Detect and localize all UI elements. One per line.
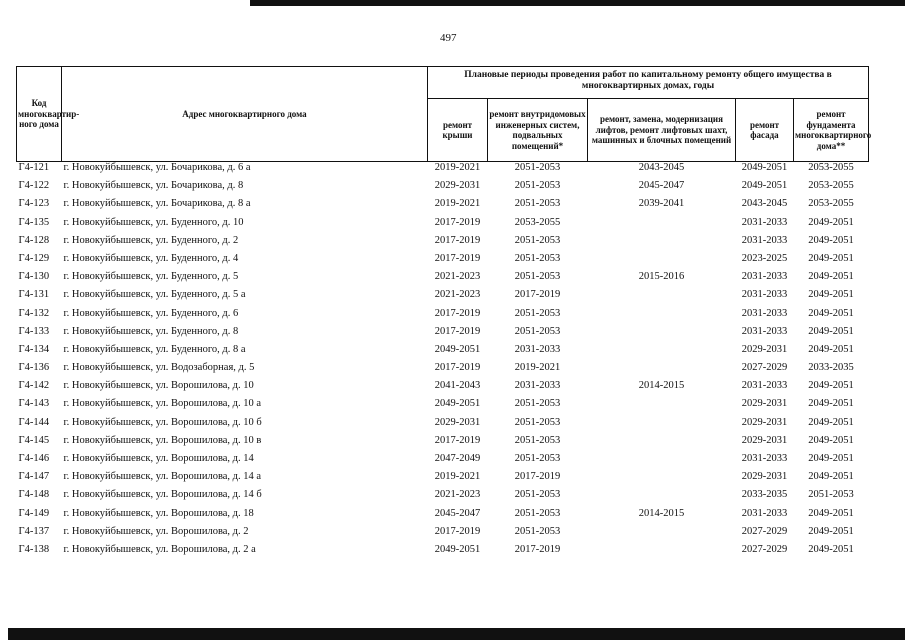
cell-code: Г4-122 [18, 180, 50, 192]
cell-roof: 2017-2019 [434, 307, 481, 319]
cell-address: г. Новокуйбышевск, ул. Ворошилова, д. 14 б [63, 489, 262, 501]
cell-foundation: 2049-2051 [808, 398, 854, 410]
cell-systems: 2031-2033 [514, 380, 561, 392]
cell-roof: 2045-2047 [434, 507, 481, 519]
cell-address: г. Новокуйбышевск, ул. Буденного, д. 5 а [63, 289, 246, 301]
cell-address: г. Новокуйбышевск, ул. Ворошилова, д. 14 а [63, 471, 262, 483]
cell-address: г. Новокуйбышевск, ул. Ворошилова, д. 2 а [63, 543, 256, 555]
cell-code: Г4-146 [18, 453, 50, 464]
cell-lifts [588, 362, 736, 380]
cell-foundation: 2033-2035 [808, 362, 854, 374]
table-row [17, 180, 869, 198]
cell-systems: 2051-2053 [514, 234, 561, 246]
cell-roof: 2019-2021 [434, 471, 481, 483]
cell-code: Г4-148 [18, 489, 50, 501]
table-row [17, 344, 869, 362]
cell-roof: 2019-2021 [434, 162, 481, 173]
cell-roof: 2017-2019 [434, 216, 481, 228]
cell-facade: 2029-2031 [741, 343, 788, 355]
cell-foundation: 2049-2051 [808, 507, 854, 519]
cell-systems: 2051-2053 [514, 507, 561, 519]
cell-code: Г4-123 [18, 198, 50, 210]
cell-roof: 2017-2019 [434, 525, 481, 537]
table-row [17, 253, 869, 271]
cell-code: Г4-138 [18, 543, 50, 555]
cell-address: г. Новокуйбышевск, ул. Ворошилова, д. 10 а [63, 398, 262, 410]
cell-address: г. Новокуйбышевск, ул. Бочарикова, д. 6 а [63, 162, 251, 173]
cell-systems: 2017-2019 [514, 543, 561, 555]
cell-roof: 2021-2023 [434, 271, 481, 283]
table-row [17, 417, 869, 435]
cell-address: г. Новокуйбышевск, ул. Ворошилова, д. 18 [63, 507, 254, 519]
cell-address: г. Новокуйбышевск, ул. Буденного, д. 8 [63, 325, 239, 337]
cell-facade: 2031-2033 [741, 234, 788, 246]
cell-code: Г4-137 [18, 525, 50, 537]
cell-foundation: 2049-2051 [808, 307, 854, 319]
cell-lifts [588, 398, 736, 416]
cell-code: Г4-142 [18, 380, 50, 392]
cell-code: Г4-128 [18, 234, 50, 246]
cell-roof: 2017-2019 [434, 434, 481, 446]
cell-lifts: 2043-2045 [638, 162, 685, 173]
cell-code: Г4-136 [18, 362, 50, 374]
cell-systems: 2051-2053 [514, 434, 561, 446]
cell-roof: 2047-2049 [434, 453, 481, 464]
cell-foundation: 2049-2051 [808, 234, 854, 246]
cell-lifts [588, 217, 736, 235]
cell-address: г. Новокуйбышевск, ул. Ворошилова, д. 2 [63, 525, 249, 537]
cell-address: г. Новокуйбышевск, ул. Ворошилова, д. 10 [63, 380, 254, 392]
cell-lifts [588, 453, 736, 471]
cell-lifts [588, 235, 736, 253]
cell-systems: 2051-2053 [514, 307, 561, 319]
cell-address: г. Новокуйбышевск, ул. Буденного, д. 2 [63, 234, 239, 246]
table-row [17, 508, 869, 526]
cell-foundation: 2049-2051 [808, 543, 854, 555]
cell-lifts [588, 544, 736, 562]
cell-roof: 2019-2021 [434, 198, 481, 210]
cell-foundation: 2053-2055 [808, 162, 854, 173]
cell-systems: 2051-2053 [514, 489, 561, 501]
cell-lifts [588, 471, 736, 489]
cell-roof: 2029-2031 [434, 416, 481, 428]
table-row [17, 489, 869, 507]
cell-roof: 2021-2023 [434, 289, 481, 301]
cell-facade: 2023-2025 [741, 252, 788, 264]
cell-address: г. Новокуйбышевск, ул. Буденного, д. 6 [63, 307, 239, 319]
cell-address: г. Новокуйбышевск, ул. Бочарикова, д. 8 а [63, 198, 251, 210]
cell-code: Г4-144 [18, 416, 50, 428]
cell-lifts: 2014-2015 [638, 507, 685, 519]
cell-foundation: 2053-2055 [808, 198, 854, 210]
table-row [17, 217, 869, 235]
cell-address: г. Новокуйбышевск, ул. Ворошилова, д. 10 в [63, 434, 262, 446]
cell-foundation: 2049-2051 [808, 434, 854, 446]
cell-lifts [588, 326, 736, 344]
table-row [17, 235, 869, 253]
cell-facade: 2049-2051 [741, 162, 788, 173]
cell-facade: 2031-2033 [741, 380, 788, 392]
cell-facade: 2031-2033 [741, 325, 788, 337]
cell-code: Г4-132 [18, 307, 50, 319]
cell-lifts: 2045-2047 [638, 180, 685, 192]
cell-facade: 2033-2035 [741, 489, 788, 501]
cell-foundation: 2049-2051 [808, 325, 854, 337]
cell-foundation: 2053-2055 [808, 180, 854, 192]
cell-roof: 2017-2019 [434, 252, 481, 264]
cell-foundation: 2049-2051 [808, 289, 854, 301]
cell-facade: 2027-2029 [741, 525, 788, 537]
header-roof: ремонт крыши [428, 99, 488, 162]
cell-systems: 2051-2053 [514, 453, 561, 464]
cell-foundation: 2049-2051 [808, 380, 854, 392]
cell-foundation: 2049-2051 [808, 525, 854, 537]
cell-address: г. Новокуйбышевск, ул. Ворошилова, д. 14 [63, 453, 254, 464]
table-row [17, 471, 869, 489]
cell-roof: 2017-2019 [434, 234, 481, 246]
cell-systems: 2051-2053 [514, 271, 561, 283]
table-row [17, 198, 869, 216]
cell-code: Г4-149 [18, 507, 50, 519]
cell-facade: 2043-2045 [741, 198, 788, 210]
table-row [17, 308, 869, 326]
cell-facade: 2031-2033 [741, 507, 788, 519]
cell-code: Г4-133 [18, 325, 50, 337]
cell-facade: 2029-2031 [741, 398, 788, 410]
header-lifts: ремонт, замена, модернизация лифтов, ремонт лифтовых шахт, машинных и блочных помещений [588, 99, 736, 162]
table-row [17, 435, 869, 453]
table-body [17, 162, 869, 563]
cell-facade: 2049-2051 [741, 180, 788, 192]
cell-lifts [588, 253, 736, 271]
cell-foundation: 2049-2051 [808, 416, 854, 428]
table-row [17, 544, 869, 562]
table-row [17, 380, 869, 398]
cell-roof: 2049-2051 [434, 343, 481, 355]
cell-roof: 2017-2019 [434, 325, 481, 337]
cell-systems: 2051-2053 [514, 162, 561, 173]
table-row [17, 162, 869, 181]
cell-foundation: 2049-2051 [808, 471, 854, 483]
cell-lifts [588, 344, 736, 362]
cell-systems: 2051-2053 [514, 416, 561, 428]
table-row [17, 398, 869, 416]
cell-roof: 2049-2051 [434, 398, 481, 410]
page-number: 497 [440, 32, 457, 44]
cell-address: г. Новокуйбышевск, ул. Водозаборная, д. 5 [63, 362, 255, 374]
top-border-rule [250, 0, 905, 6]
cell-facade: 2031-2033 [741, 271, 788, 283]
header-facade: ремонт фасада [736, 99, 794, 162]
cell-address: г. Новокуйбышевск, ул. Буденного, д. 4 [63, 252, 239, 264]
cell-code: Г4-121 [18, 162, 50, 173]
cell-systems: 2051-2053 [514, 198, 561, 210]
header-code: Код многоквартир-ного дома [17, 67, 62, 162]
header-engineering-systems: ремонт внутридомовых инженерных систем, подвальных помещений* [488, 99, 588, 162]
cell-address: г. Новокуйбышевск, ул. Ворошилова, д. 10 б [63, 416, 262, 428]
cell-roof: 2041-2043 [434, 380, 481, 392]
cell-systems: 2051-2053 [514, 525, 561, 537]
cell-foundation: 2049-2051 [808, 453, 854, 464]
cell-facade: 2031-2033 [741, 453, 788, 464]
cell-facade: 2031-2033 [741, 289, 788, 301]
bottom-border-rule [8, 628, 905, 640]
header-address: Адрес многоквартирного дома [62, 67, 428, 162]
cell-lifts: 2015-2016 [638, 271, 685, 283]
cell-roof: 2029-2031 [434, 180, 481, 192]
cell-code: Г4-129 [18, 252, 50, 264]
cell-address: г. Новокуйбышевск, ул. Бочарикова, д. 8 [63, 180, 244, 192]
cell-systems: 2031-2033 [514, 343, 561, 355]
cell-systems: 2051-2053 [514, 180, 561, 192]
cell-code: Г4-134 [18, 343, 50, 355]
cell-roof: 2021-2023 [434, 489, 481, 501]
cell-systems: 2017-2019 [514, 471, 561, 483]
header-planned-periods: Плановые периоды проведения работ по капитальному ремонту общего имущества в многоквартирных домах, годы [428, 67, 869, 99]
cell-lifts [588, 289, 736, 307]
cell-code: Г4-135 [18, 216, 50, 228]
cell-code: Г4-147 [18, 471, 50, 483]
table-row [17, 271, 869, 289]
cell-address: г. Новокуйбышевск, ул. Буденного, д. 10 [63, 216, 244, 228]
capital-repair-schedule-table [16, 66, 872, 562]
cell-facade: 2031-2033 [741, 216, 788, 228]
cell-address: г. Новокуйбышевск, ул. Буденного, д. 8 а [63, 343, 246, 355]
cell-code: Г4-131 [18, 289, 50, 301]
cell-roof: 2049-2051 [434, 543, 481, 555]
cell-facade: 2027-2029 [741, 362, 788, 374]
cell-lifts: 2039-2041 [638, 198, 685, 210]
cell-systems: 2051-2053 [514, 325, 561, 337]
cell-code: Г4-145 [18, 434, 50, 446]
cell-systems: 2051-2053 [514, 252, 561, 264]
cell-systems: 2051-2053 [514, 398, 561, 410]
cell-systems: 2017-2019 [514, 289, 561, 301]
cell-systems: 2019-2021 [514, 362, 561, 374]
cell-facade: 2031-2033 [741, 307, 788, 319]
cell-address: г. Новокуйбышевск, ул. Буденного, д. 5 [63, 271, 239, 283]
cell-code: Г4-143 [18, 398, 50, 410]
table-row [17, 326, 869, 344]
cell-lifts [588, 526, 736, 544]
cell-systems: 2053-2055 [514, 216, 561, 228]
cell-foundation: 2049-2051 [808, 271, 854, 283]
table-row [17, 289, 869, 307]
cell-foundation: 2051-2053 [808, 489, 854, 501]
table-row [17, 453, 869, 471]
cell-facade: 2029-2031 [741, 416, 788, 428]
cell-lifts: 2014-2015 [638, 380, 685, 392]
cell-foundation: 2049-2051 [808, 343, 854, 355]
table-row [17, 362, 869, 380]
header-foundation: ремонт фундамента многоквартирного дома** [794, 99, 869, 162]
cell-code: Г4-130 [18, 271, 50, 283]
cell-lifts [588, 308, 736, 326]
cell-facade: 2029-2031 [741, 471, 788, 483]
cell-foundation: 2049-2051 [808, 216, 854, 228]
cell-lifts [588, 417, 736, 435]
cell-facade: 2027-2029 [741, 543, 788, 555]
cell-facade: 2029-2031 [741, 434, 788, 446]
cell-roof: 2017-2019 [434, 362, 481, 374]
cell-lifts [588, 489, 736, 507]
table-row [17, 526, 869, 544]
cell-foundation: 2049-2051 [808, 252, 854, 264]
cell-lifts [588, 435, 736, 453]
